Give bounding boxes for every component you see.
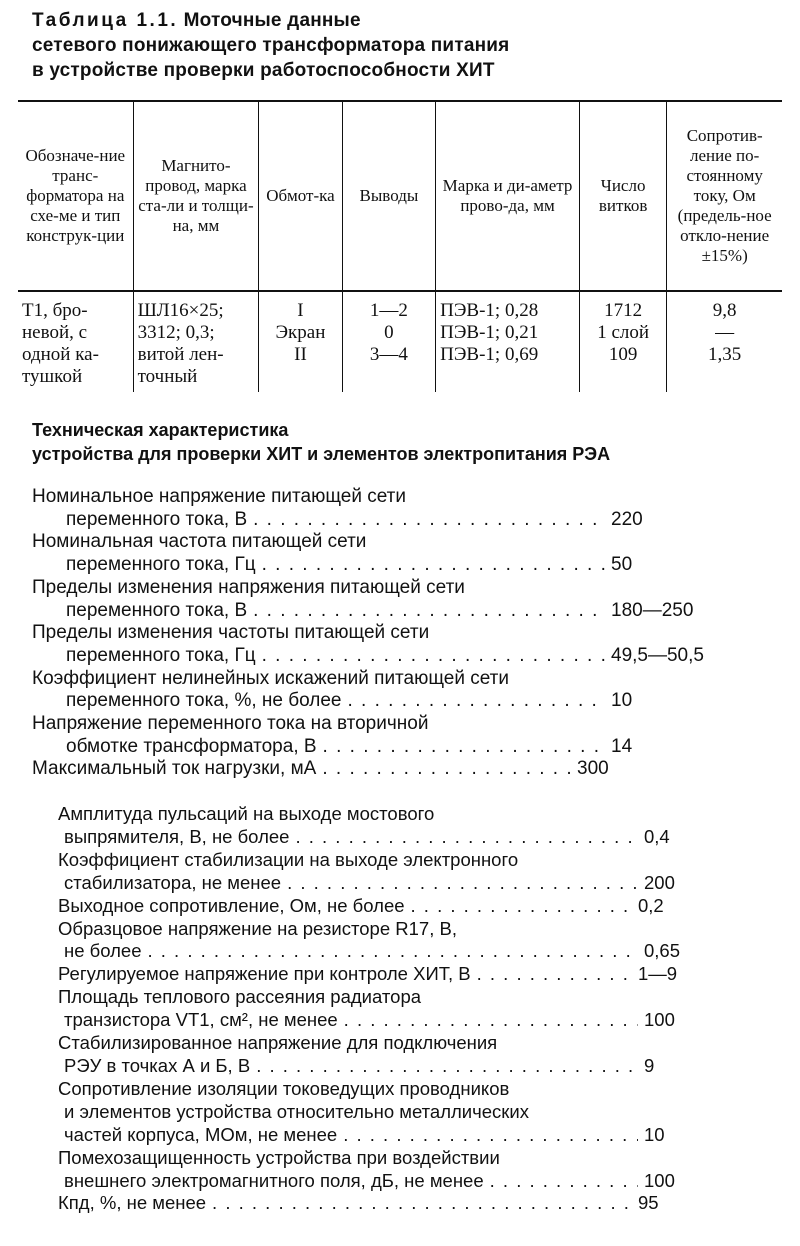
spec-value: 300	[577, 758, 609, 780]
leader-dots	[295, 826, 638, 849]
spec-label-cont: РЭУ в точках А и Б, В	[64, 1054, 251, 1076]
spec-line	[32, 554, 706, 577]
table-title	[32, 8, 772, 83]
leader-dots	[323, 736, 605, 759]
leader-dots	[344, 1009, 638, 1032]
spec-label: Коэффициент стабилизации на выходе электронного	[58, 848, 519, 870]
header-winding: Обмот-ка	[259, 101, 342, 291]
winding-2: Экран	[275, 322, 326, 343]
spec-line	[32, 736, 706, 759]
cell-core: ШЛ16×25; 3312; 0,3; витой лен-точный	[133, 291, 259, 392]
cell-windings	[259, 291, 342, 392]
spec-item	[58, 803, 778, 849]
spec-value: 14	[611, 735, 633, 757]
turns-2: 1 слой	[597, 322, 650, 343]
spec-line	[58, 940, 694, 963]
spec-item	[32, 531, 772, 576]
leader-dots	[343, 1124, 638, 1147]
header-wire: Марка и ди-аметр прово-да, мм	[436, 101, 580, 291]
leader-dots	[411, 895, 632, 918]
table-header	[18, 101, 782, 291]
spec-line	[32, 758, 672, 781]
spec-label-cont: частей корпуса, МОм, не менее	[64, 1123, 338, 1145]
spec-label: Образцовое напряжение на резисторе R17, В,	[58, 917, 457, 939]
spec-value: 10	[611, 690, 633, 712]
winding-3: II	[294, 344, 307, 365]
winding-1: I	[297, 300, 304, 321]
spec-item	[58, 963, 778, 986]
spec-label-cont: переменного тока, Гц	[66, 644, 256, 666]
spec-line	[32, 690, 706, 713]
spec-value: 0,2	[638, 894, 664, 916]
spec-line	[58, 1124, 694, 1147]
spec-value: 100	[644, 1169, 675, 1191]
spec-label-cont: транзистора VT1, см², не менее	[64, 1009, 338, 1031]
spec-line	[58, 826, 694, 849]
spec-value: 50	[611, 554, 633, 576]
spec-title-line-2: устройства для проверки ХИТ и элементов электропитания РЭА	[32, 444, 611, 464]
spec-item	[32, 713, 772, 758]
spec-value: 49,5—50,5	[611, 644, 704, 666]
spec-value: 180—250	[611, 599, 694, 621]
leader-dots	[262, 645, 605, 668]
spec-item	[58, 1032, 778, 1078]
spec-line	[58, 1055, 694, 1078]
spec-label: Стабилизированное напряжение для подключения	[58, 1032, 498, 1054]
table-title-rest: Моточные данные	[183, 10, 361, 31]
spec-item	[32, 668, 772, 713]
spec-value: 0,4	[644, 825, 670, 847]
resistance-3: 1,35	[708, 344, 742, 365]
spec-line	[58, 1192, 688, 1215]
spec-value: 0,65	[644, 940, 681, 962]
header-turns: Число витков	[579, 101, 666, 291]
wire-2: ПЭВ-1; 0,21	[440, 322, 539, 343]
wire-1: ПЭВ-1; 0,28	[440, 300, 539, 321]
spec-list-secondary	[58, 803, 778, 1215]
spec-title-line-1: Техническая характеристика	[32, 420, 289, 440]
spec-label: Кпд, %, не менее	[58, 1192, 207, 1214]
spec-value: 100	[644, 1009, 675, 1031]
spec-title	[32, 418, 772, 466]
resistance-2: —	[715, 322, 735, 343]
spec-line	[58, 872, 694, 895]
table-title-line-2: сетевого понижающего трансформатора питания	[32, 35, 510, 56]
cell-designation: T1, бро-невой, с одной ка-тушкой	[22, 300, 99, 387]
cell-terminals	[342, 291, 435, 392]
spec-list-main	[32, 486, 772, 781]
table-body	[18, 291, 782, 392]
header-terminals: Выводы	[342, 101, 435, 291]
spec-line	[58, 1009, 694, 1032]
spec-label-cont: выпрямителя, В, не более	[64, 825, 290, 847]
spec-label-cont: внешнего электромагнитного поля, дБ, не менее	[64, 1169, 484, 1191]
spec-label: Пределы изменения частоты питающей сети	[32, 622, 430, 644]
header-designation: Обозначе-ние транс-форматора на схе-ме и тип конструк-ции	[18, 101, 133, 291]
spec-value: 220	[611, 508, 643, 530]
leader-dots	[490, 1170, 638, 1193]
spec-value: 10	[644, 1123, 665, 1145]
table-header-row	[18, 101, 782, 291]
spec-label: Площадь теплового рассеяния радиатора	[58, 986, 422, 1008]
leader-dots	[347, 690, 605, 713]
spec-item	[58, 918, 778, 964]
spec-label-cont: переменного тока, В	[66, 599, 248, 621]
resistance-1: 9,8	[712, 300, 737, 321]
spec-value: 95	[638, 1192, 659, 1214]
table-title-line-3: в устройстве проверки работоспособности ХИТ	[32, 60, 495, 81]
spec-item	[32, 758, 772, 781]
spec-item	[58, 1192, 778, 1215]
spec-label-cont: переменного тока, В	[66, 508, 248, 530]
spec-line	[32, 600, 706, 623]
table-row	[18, 291, 782, 392]
leader-dots	[253, 509, 605, 532]
spec-item	[58, 849, 778, 895]
wire-3: ПЭВ-1; 0,69	[440, 344, 539, 365]
spec-label: Напряжение переменного тока на вторичной	[32, 713, 429, 735]
spec-label-cont: обмотке трансформатора, В	[66, 735, 317, 757]
spec-line	[58, 895, 688, 918]
turns-3: 109	[608, 344, 638, 365]
terminal-2: 0	[384, 322, 394, 343]
spec-label: Выходное сопротивление, Ом, не более	[58, 894, 405, 916]
spec-label: Номинальная частота питающей сети	[32, 531, 367, 553]
cell-resistance	[667, 291, 782, 392]
spec-label: Пределы изменения напряжения питающей сети	[32, 576, 465, 598]
spec-label-cont: переменного тока, %, не более	[66, 690, 342, 712]
spec-label: Регулируемое напряжение при контроле ХИТ, В	[58, 963, 471, 985]
leader-dots	[477, 963, 632, 986]
spec-value: 200	[644, 871, 675, 893]
spec-item	[32, 622, 772, 667]
spec-label-cont: переменного тока, Гц	[66, 554, 256, 576]
spec-label: Сопротивление изоляции токоведущих проводников	[58, 1077, 510, 1099]
spec-value: 9	[644, 1054, 655, 1076]
terminal-3: 3—4	[369, 344, 408, 365]
spec-label: Номинальное напряжение питающей сети	[32, 486, 406, 507]
spec-item	[32, 577, 772, 622]
spec-item	[58, 1147, 778, 1193]
spec-label-mid: и элементов устройства относительно металлических	[64, 1100, 529, 1122]
spec-item	[58, 986, 778, 1032]
spec-value: 1—9	[638, 963, 678, 985]
leader-dots	[253, 600, 605, 623]
spec-item	[32, 486, 772, 531]
spec-item	[58, 895, 778, 918]
spec-label: Амплитуда пульсаций на выходе мостового	[58, 803, 435, 824]
spec-item	[58, 1078, 778, 1147]
leader-dots	[262, 554, 605, 577]
leader-dots	[322, 758, 571, 781]
terminal-1: 1—2	[369, 300, 408, 321]
table-title-line-1	[32, 8, 772, 33]
header-resistance: Сопротив-ление по-стоянному току, Ом (предель-ное откло-нение ±15%)	[667, 101, 782, 291]
spec-label-cont: не более	[64, 940, 142, 962]
leader-dots	[148, 940, 639, 963]
spec-label: Коэффициент нелинейных искажений питающей сети	[32, 667, 509, 689]
spec-label: Максимальный ток нагрузки, мА	[32, 758, 317, 780]
header-core: Магнито-провод, марка ста-ли и толщи-на, мм	[133, 101, 259, 291]
spec-label-cont: стабилизатора, не менее	[64, 871, 282, 893]
spec-line	[32, 509, 706, 532]
cell-turns	[579, 291, 666, 392]
turns-1: 1712	[604, 300, 643, 321]
table-caption: Таблица 1.1.	[32, 10, 179, 31]
leader-dots	[256, 1055, 638, 1078]
winding-data-table	[18, 100, 782, 392]
spec-line	[58, 1170, 694, 1193]
leader-dots	[287, 872, 638, 895]
leader-dots	[212, 1192, 632, 1215]
cell-wire	[436, 291, 580, 392]
spec-line	[32, 645, 706, 668]
spec-label: Помехозащищенность устройства при воздействии	[58, 1146, 500, 1168]
spec-line	[58, 963, 688, 986]
